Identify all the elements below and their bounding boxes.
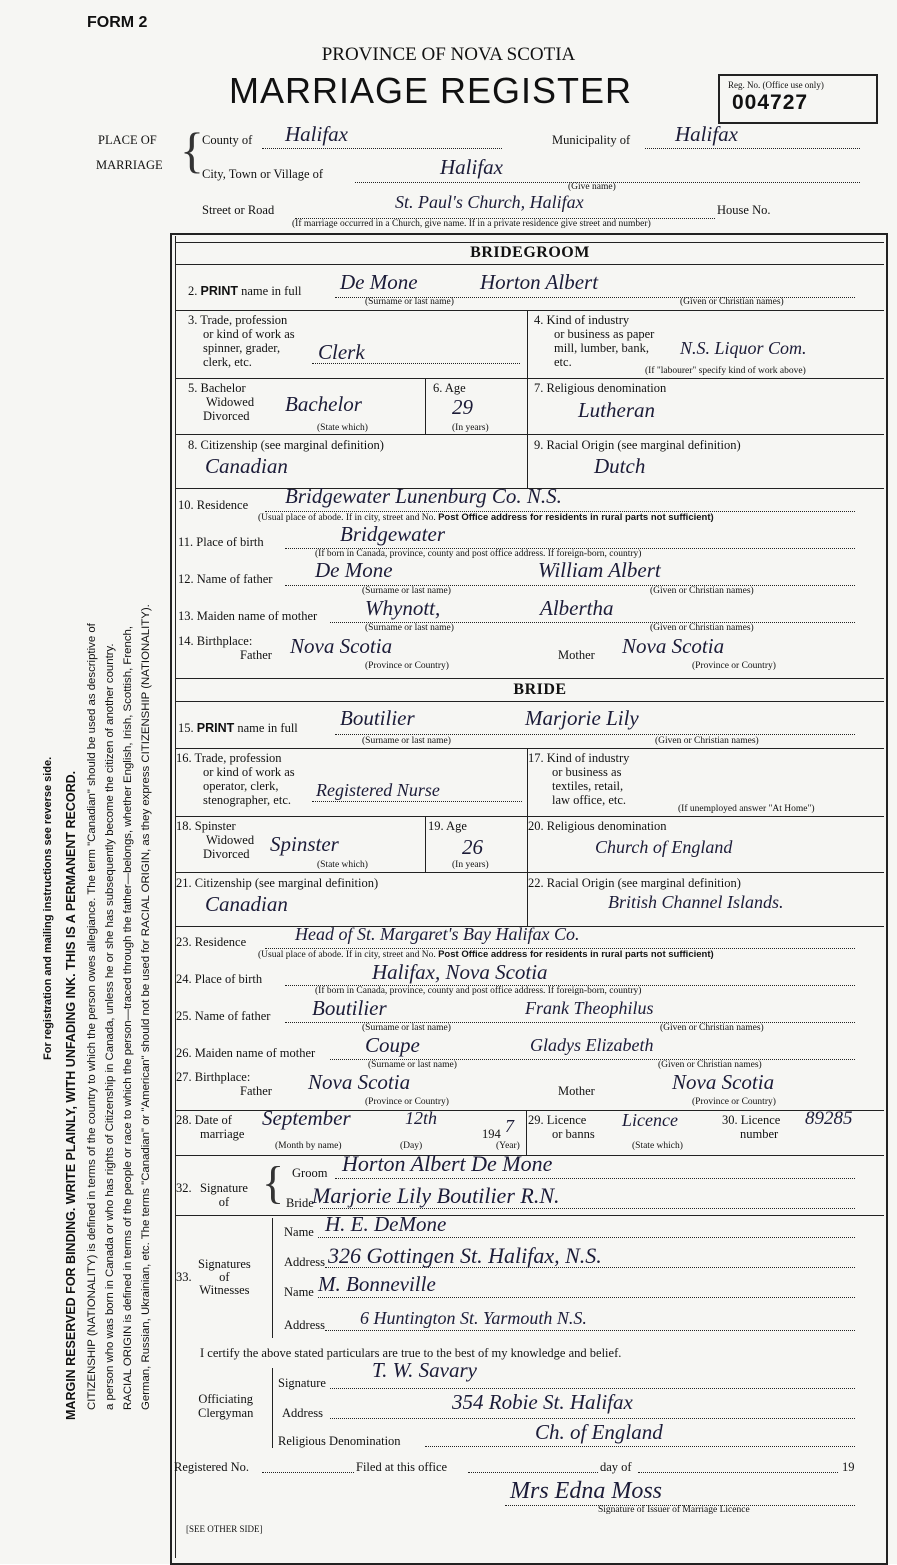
bride-given: Marjorie Lily — [525, 706, 639, 730]
surname-caption: (Surname or last name) — [362, 1023, 451, 1033]
marriage-day: 12th — [405, 1108, 438, 1128]
bride-name-line — [335, 734, 855, 735]
sig-no: 32. — [176, 1181, 192, 1195]
label-line: Divorced — [203, 409, 250, 423]
father-label: 25. Name of father — [176, 1009, 271, 1023]
bride-industry-label — [528, 751, 629, 807]
rule — [176, 701, 884, 702]
street-caption: (If marriage occurred in a Church, give name. If in a private residence give street and number) — [292, 219, 651, 229]
label-line: 5. Bachelor — [188, 381, 246, 395]
place-brace: { — [180, 122, 204, 178]
issuer-signature: Mrs Edna Moss — [510, 1478, 663, 1504]
birthplace-label: 24. Place of birth — [176, 972, 263, 986]
bride-religion: Church of England — [595, 837, 733, 857]
groom-bp-mother: Nova Scotia — [622, 634, 725, 658]
see-other-side: [SEE OTHER SIDE] — [186, 1524, 263, 1534]
label-line: stenographer, etc. — [203, 793, 292, 807]
groom-birthplace: Bridgewater — [340, 522, 445, 546]
label-line: Widowed — [206, 395, 255, 409]
given-caption: (Given or Christian names) — [680, 297, 784, 307]
caption-part: Post Office address for residents in rural parts not sufficient) — [438, 949, 714, 960]
clergy-label — [198, 1392, 253, 1420]
caption-part: Post Office address for residents in rural parts not sufficient) — [438, 512, 714, 523]
label-line: or business as paper — [554, 327, 655, 341]
label-number: 2. — [188, 284, 198, 298]
groom-father-given: William Albert — [538, 558, 661, 582]
trade-label — [176, 313, 295, 369]
label-line: Widowed — [206, 833, 255, 847]
label-line: or kind of work as — [203, 765, 295, 779]
marriage-year: 7 — [505, 1116, 514, 1136]
label-line: of — [218, 1195, 230, 1209]
wit-no: 33. — [176, 1270, 192, 1284]
given-caption: (Given or Christian names) — [655, 736, 759, 746]
bp-father-label: Father — [240, 1084, 272, 1098]
industry-caption: (If "labourer" specify kind of work above) — [645, 366, 806, 376]
issuer-caption: Signature of Issuer of Marriage Licence — [598, 1505, 750, 1515]
rule — [527, 378, 528, 488]
bride-age: 26 — [462, 835, 483, 859]
bride-signature: Marjorie Lily Boutilier R.N. — [312, 1183, 560, 1208]
sig-line — [468, 1472, 598, 1473]
bp-father-label: Father — [240, 648, 272, 662]
label-line: Clergyman — [198, 1406, 254, 1420]
sig-label — [200, 1181, 248, 1209]
bride-heading: BRIDE — [513, 681, 567, 698]
industry-label — [528, 313, 654, 369]
province-caption: (Province or Country) — [692, 1097, 776, 1107]
label-line: or banns — [552, 1127, 595, 1141]
label-line: 30. Licence — [722, 1113, 781, 1127]
label-line: or business as — [552, 765, 622, 779]
groom-surname: De Mone — [340, 270, 418, 294]
citizenship-label: 8. Citizenship (see marginal definition) — [188, 438, 384, 452]
surname-caption: (Surname or last name) — [362, 586, 451, 596]
sig-line — [262, 1472, 354, 1473]
label-line: clerk, etc. — [203, 355, 252, 369]
birthplace-caption: (If born in Canada, province, county and post office address. If foreign-born, country) — [315, 986, 642, 996]
bride-surname: Boutilier — [340, 706, 415, 730]
label-text: name in full — [237, 721, 298, 735]
surname-caption: (Surname or last name) — [365, 297, 454, 307]
label-line: etc. — [554, 355, 572, 369]
rule — [272, 1218, 273, 1338]
age-label: 6. Age — [433, 381, 466, 395]
religion-label: 20. Religious denomination — [528, 819, 667, 833]
bride-bp-mother: Nova Scotia — [672, 1070, 775, 1094]
rule — [176, 434, 884, 435]
licence-num-label — [722, 1113, 780, 1141]
rule — [176, 748, 884, 749]
label-line: Signatures — [198, 1257, 251, 1271]
licence-type: Licence — [622, 1110, 678, 1130]
label-line: law office, etc. — [552, 793, 627, 807]
given-caption: (Given or Christian names) — [658, 1060, 762, 1070]
rule — [425, 378, 426, 434]
label-line: marriage — [200, 1127, 245, 1141]
rule — [425, 816, 426, 872]
rule — [176, 378, 884, 379]
sig-line — [318, 1297, 855, 1298]
clergy-denomination: Ch. of England — [535, 1420, 663, 1444]
place-label-2: MARRIAGE — [96, 158, 163, 172]
year-prefix: 194 — [482, 1127, 501, 1141]
caption-part: (Usual place of abode. If in city, street and No. — [258, 513, 436, 523]
bride-sig-label: Bride — [286, 1196, 314, 1210]
sig-line — [318, 1237, 855, 1238]
w1-name: H. E. DeMone — [325, 1212, 447, 1236]
municipality-label: Municipality of — [552, 133, 631, 147]
birthplace-label: 11. Place of birth — [178, 535, 264, 549]
w1-address-label: Address — [284, 1255, 325, 1269]
registered-label: Registered No. — [174, 1460, 249, 1474]
province-caption: (Province or Country) — [692, 661, 776, 671]
clergy-addr-label: Address — [282, 1406, 323, 1420]
bride-birthplace: Halifax, Nova Scotia — [372, 960, 548, 984]
print-label: PRINT — [200, 284, 238, 298]
bride-mother-surname: Coupe — [365, 1033, 420, 1057]
county-label: County of — [202, 133, 253, 147]
bp-label: 14. Birthplace: — [178, 634, 253, 648]
sig-line — [325, 1330, 855, 1331]
give-name-caption: (Give name) — [568, 182, 616, 192]
clergy-denom-label: Religious Denomination — [278, 1434, 401, 1448]
clergy-sig-label: Signature — [278, 1376, 326, 1390]
sig-line — [425, 1446, 855, 1447]
label-line: of — [219, 1270, 230, 1284]
wit-label — [198, 1258, 251, 1297]
groom-citizenship: Canadian — [205, 454, 288, 478]
mother-label: 13. Maiden name of mother — [178, 609, 318, 623]
marriage-month: September — [262, 1106, 351, 1130]
date-label — [176, 1113, 244, 1141]
w1-address: 326 Gottingen St. Halifax, N.S. — [328, 1243, 602, 1268]
groom-bp-father: Nova Scotia — [290, 634, 393, 658]
label-line: 16. Trade, profession — [176, 751, 282, 765]
trade-line — [312, 363, 520, 364]
trade-line — [312, 801, 522, 802]
bride-father-surname: Boutilier — [312, 996, 387, 1020]
label-line: 28. Date of — [176, 1113, 232, 1127]
street-label: Street or Road — [202, 203, 275, 217]
label-number: 15. — [178, 721, 194, 735]
place-label-1: PLACE OF — [98, 133, 157, 147]
city-label: City, Town or Village of — [202, 167, 324, 181]
rule — [272, 1368, 273, 1448]
licence-number: 89285 — [805, 1108, 853, 1129]
in-years-caption: (In years) — [452, 860, 489, 870]
w2-name: M. Bonneville — [318, 1272, 436, 1296]
bride-status-label — [176, 819, 254, 861]
bride-trade: Registered Nurse — [316, 780, 440, 800]
rule — [176, 310, 884, 311]
label-line: Divorced — [203, 847, 250, 861]
bride-father-given: Frank Theophilus — [525, 998, 654, 1018]
label-line: 29. Licence — [528, 1113, 587, 1127]
groom-signature: Horton Albert De Mone — [342, 1151, 553, 1176]
county-value: Halifax — [285, 122, 348, 146]
rule — [176, 678, 884, 679]
groom-residence: Bridgewater Lunenburg Co. N.S. — [285, 484, 562, 508]
label-line: Officiating — [198, 1392, 253, 1406]
bp-mother-label: Mother — [558, 648, 595, 662]
given-caption: (Given or Christian names) — [660, 1023, 764, 1033]
margin-line-6: German, Russian, Ukrainian, etc. The terms "Canadian" or "American" should not be used for RACIAL ORIGIN, as they express CITIZENSHIP (NATIONALITY). — [140, 604, 152, 1410]
birthplace-caption: (If born in Canada, province, county and post office address. If foreign-born, country) — [315, 549, 642, 559]
bride-bp-father: Nova Scotia — [308, 1070, 411, 1094]
bride-residence: Head of St. Margaret's Bay Halifax Co. — [295, 924, 580, 944]
groom-mother-surname: Whynott, — [365, 596, 441, 620]
licence-label — [528, 1113, 595, 1141]
margin-line-5: RACIAL ORIGIN is defined in terms of the people or race to which the person—traced through the father—belongs, whether English, Irish, Scottish, French, — [122, 625, 134, 1410]
city-value: Halifax — [440, 155, 503, 179]
w1-name-label: Name — [284, 1225, 314, 1239]
print-label: PRINT — [196, 721, 235, 735]
rule — [176, 872, 884, 873]
sig-line — [638, 1472, 838, 1473]
county-line — [262, 148, 502, 149]
label-line: 4. Kind of industry — [534, 313, 630, 327]
w2-name-label: Name — [284, 1285, 314, 1299]
margin-line-4: a person who was born in Canada or who has rights of Citizenship in Canada, unless he or she has subsequently become the citizen of another country. — [104, 643, 116, 1410]
groom-status: Bachelor — [285, 392, 362, 416]
month-caption: (Month by name) — [275, 1141, 342, 1151]
clergy-signature: T. W. Savary — [372, 1358, 477, 1382]
groom-given: Horton Albert — [480, 270, 599, 294]
residence-caption — [258, 949, 714, 960]
racial-label: 9. Racial Origin (see marginal definition) — [534, 438, 741, 452]
certify-text: I certify the above stated particulars are true to the best of my knowledge and belief. — [200, 1346, 622, 1360]
residence-caption — [258, 512, 714, 523]
groom-name-label — [188, 284, 302, 299]
citizenship-label: 21. Citizenship (see marginal definition) — [176, 876, 379, 890]
page-title: MARRIAGE REGISTER — [229, 70, 633, 111]
reg-no: 004727 — [732, 91, 809, 114]
groom-industry: N.S. Liquor Com. — [680, 338, 807, 358]
bp-label: 27. Birthplace: — [176, 1070, 251, 1084]
year-caption: (Year) — [496, 1141, 520, 1151]
unemployed-caption: (If unemployed answer "At Home") — [678, 804, 815, 814]
municipality-line — [645, 148, 860, 149]
sig-line — [335, 1178, 855, 1179]
bride-citizenship: Canadian — [205, 892, 288, 916]
label-line: Signature — [200, 1181, 248, 1195]
year-19-label: 19 — [842, 1460, 855, 1474]
label-line: 3. Trade, profession — [188, 313, 288, 327]
filed-label: Filed at this office — [356, 1460, 448, 1474]
sig-line — [330, 1418, 855, 1419]
groom-religion: Lutheran — [578, 398, 656, 422]
state-which-caption: (State which) — [317, 423, 368, 433]
day-label: day of — [600, 1460, 632, 1474]
state-which-caption: (State which) — [632, 1141, 683, 1151]
label-line: mill, lumber, bank, — [554, 341, 649, 355]
w2-address-label: Address — [284, 1318, 325, 1332]
label-text: name in full — [241, 284, 302, 298]
house-label: House No. — [717, 203, 771, 217]
label-line: 17. Kind of industry — [528, 751, 630, 765]
sig-brace: { — [262, 1157, 285, 1208]
margin-line-3: CITIZENSHIP (NATIONALITY) is defined in terms of the country to which the person owes allegiance. The term "Canadian" should be used as descriptive of — [86, 623, 98, 1410]
bridegroom-heading: BRIDEGROOM — [470, 244, 590, 261]
reg-no-box — [718, 74, 878, 124]
given-caption: (Given or Christian names) — [650, 586, 754, 596]
rule — [176, 264, 884, 265]
surname-caption: (Surname or last name) — [365, 623, 454, 633]
margin-line-2: MARGIN RESERVED FOR BINDING. WRITE PLAINLY, WITH UNFADING INK. THIS IS A PERMANENT RECORD. — [64, 770, 78, 1420]
label-line: spinner, grader, — [203, 341, 281, 355]
rule — [526, 1110, 527, 1155]
state-which-caption: (State which) — [317, 860, 368, 870]
bride-name-label — [178, 721, 298, 736]
groom-mother-given: Albertha — [540, 596, 614, 620]
form-number: FORM 2 — [87, 14, 148, 31]
groom-racial: Dutch — [594, 454, 646, 478]
bride-racial: British Channel Islands. — [608, 892, 784, 912]
racial-label: 22. Racial Origin (see marginal definition) — [528, 876, 741, 890]
label-line: operator, clerk, — [203, 779, 279, 793]
w2-address: 6 Huntington St. Yarmouth N.S. — [360, 1308, 587, 1328]
bride-status: Spinster — [270, 832, 339, 856]
label-line: 18. Spinster — [176, 819, 236, 833]
surname-caption: (Surname or last name) — [368, 1060, 457, 1070]
groom-father-surname: De Mone — [315, 558, 393, 582]
status-label — [176, 381, 254, 423]
in-years-caption: (In years) — [452, 423, 489, 433]
day-caption: (Day) — [400, 1141, 423, 1151]
groom-sig-label: Groom — [292, 1166, 328, 1180]
rule — [176, 816, 884, 817]
rule — [176, 1215, 884, 1216]
municipality-value: Halifax — [675, 122, 738, 146]
age-label: 19. Age — [428, 819, 467, 833]
given-caption: (Given or Christian names) — [650, 623, 754, 633]
surname-caption: (Surname or last name) — [362, 736, 451, 746]
label-line: or kind of work as — [203, 327, 295, 341]
reg-no-label: Reg. No. (Office use only) — [728, 80, 824, 90]
bride-mother-given: Gladys Elizabeth — [530, 1035, 654, 1055]
bride-trade-label — [176, 751, 295, 807]
province-heading: PROVINCE OF NOVA SCOTIA — [321, 44, 576, 65]
clergy-address: 354 Robie St. Halifax — [452, 1390, 633, 1414]
residence-label: 23. Residence — [176, 935, 247, 949]
groom-age: 29 — [452, 395, 473, 419]
label-line: number — [740, 1127, 779, 1141]
rule — [176, 242, 884, 243]
province-caption: (Province or Country) — [365, 661, 449, 671]
sig-line — [330, 1388, 855, 1389]
province-caption: (Province or Country) — [365, 1097, 449, 1107]
street-value: St. Paul's Church, Halifax — [395, 192, 584, 212]
religion-label: 7. Religious denomination — [534, 381, 667, 395]
bp-mother-label: Mother — [558, 1084, 595, 1098]
residence-label: 10. Residence — [178, 498, 249, 512]
caption-part: (Usual place of abode. If in city, street and No. — [258, 950, 436, 960]
groom-trade: Clerk — [318, 340, 365, 364]
mother-label: 26. Maiden name of mother — [176, 1046, 316, 1060]
father-label: 12. Name of father — [178, 572, 273, 586]
label-line: textiles, retail, — [552, 779, 624, 793]
margin-line-1: For registration and mailing instructions see reverse side. — [42, 756, 54, 1060]
label-line: Witnesses — [199, 1283, 250, 1297]
